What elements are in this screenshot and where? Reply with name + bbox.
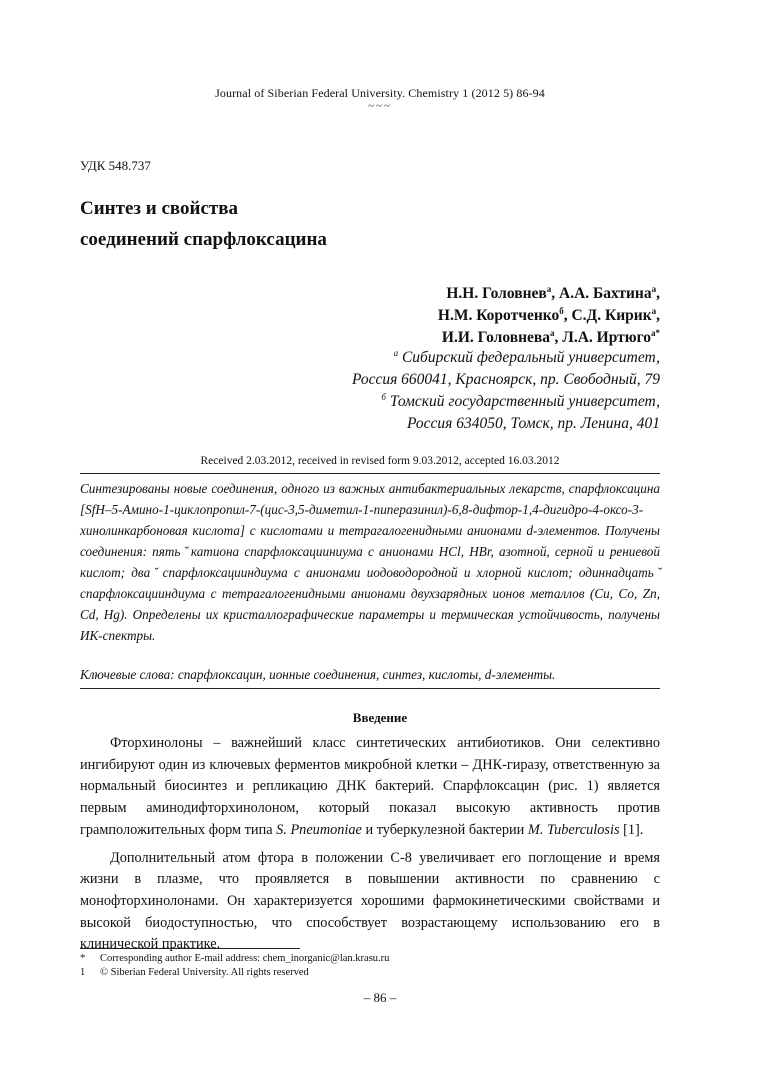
authors-line-1 xyxy=(438,283,660,305)
footnote-text: Corresponding author E-mail address: chem_inorganic@lan.krasu.ru xyxy=(100,953,390,964)
affiliation-mark: а xyxy=(393,347,399,358)
author-affil-mark: а xyxy=(546,283,552,294)
udk-code: УДК 548.737 xyxy=(80,158,151,173)
author-name: И.И. Головнева xyxy=(441,329,551,346)
paragraph-2: Дополнительный атом фтора в положении С-8 увеличивает его поглощение и время жизни в плазме, что проявляется в повышении активности по сравнению с монофторхинолонами. Он характеризуется хорошими фармокинетическими свойствами и высокой биодоступностью, что способствует возрастающему использованию его в клинической практике. xyxy=(80,849,660,953)
author-affil-mark: б xyxy=(559,305,564,316)
abstract-text: Синтезированы новые соединения, одного из важных антибактериальных лекарств, спарфлоксацина [SfH–5-Амино-1-циклопропил-7-(цис-3,5-диметил-1-пиперазинил)-6,8-дифтор-1,4-дигидро-4-оксо-3-хинолинкарбоновая кислота] с кислотами и тетрагалогенидными анионами d-элементов. Получены соединения: пять ̆ катиона спарфлоксацииниума с анионами HCl, HBr, азотной, серной и рениевой кислот; два ̆ спарфлоксацииндиума с анионами иодоводородной и хлорной кислот; одиннадцать ̆ спарфлоксацииндиума с тетрагалогенидными анионами двухзарядных ионов металлов (Cu, Co, Zn, Cd, Hg). Определены их кристаллографические параметры и термическая устойчивость, получены ИК-спектры. xyxy=(80,481,660,643)
affiliations-block xyxy=(352,347,660,435)
author-separator: , xyxy=(656,285,660,302)
authors-line-2 xyxy=(438,305,660,327)
author-separator: , xyxy=(656,307,660,324)
author-affil-mark: а* xyxy=(651,327,660,338)
section-heading: Введение xyxy=(352,710,408,725)
footnote-corresponding xyxy=(80,952,389,966)
author-affil-mark: а xyxy=(651,283,657,294)
affiliation-a-line-1 xyxy=(352,347,660,369)
abstract-top-rule xyxy=(80,473,660,474)
page-number: – 86 – xyxy=(363,990,397,1005)
footnote-rule xyxy=(80,948,300,949)
affiliation-mark: б xyxy=(381,391,386,402)
species-name: M. Tuberculosis xyxy=(527,821,620,838)
article-title xyxy=(80,193,327,255)
affiliation-b-line-2: Россия 634050, Томск, пр. Ленина, 401 xyxy=(407,415,660,432)
paragraph-text: [1]. xyxy=(619,821,644,838)
paragraph-1 xyxy=(80,733,660,842)
keywords: Ключевые слова: спарфлоксацин, ионные соединения, синтез, кислоты, d-элементы. xyxy=(80,667,556,682)
footnote-mark: 1 xyxy=(80,967,86,978)
paragraph-text: и туберкулезной бактерии xyxy=(361,821,528,838)
author-affil-mark: а xyxy=(651,305,657,316)
affiliation-text: Сибирский федеральный университет, xyxy=(398,349,660,366)
title-line-1: Синтез и свойства xyxy=(80,198,239,219)
paragraph-text: Фторхинолоны – важнейший класс синтетических антибиотиков. Они селективно ингибируют один из ключевых ферментов микробной клетки – ДНК-гиразу, ответственную за нормальный биосинтез и репликацию ДНК бактерий. Спарфлоксацин (рис. 1) является первым аминодифторхинолоном, который показал высокую активность против грамположительных форм типа xyxy=(80,735,660,838)
author-affil-mark: а xyxy=(550,327,555,338)
author-name: Н.Н. Головнев xyxy=(446,285,547,302)
title-line-2: соединений спарфлоксацина xyxy=(80,229,327,250)
footnote-mark: * xyxy=(80,953,86,964)
authors-line-3 xyxy=(438,327,660,349)
journal-header: Journal of Siberian Federal University. Chemistry 1 (2012 5) 86-94 xyxy=(215,86,545,100)
abstract-bottom-rule xyxy=(80,688,660,689)
received-dates: Received 2.03.2012, received in revised form 9.03.2012, accepted 16.03.2012 xyxy=(200,455,560,467)
footnote-copyright xyxy=(80,966,309,980)
author-name: , Л.А. Иртюго xyxy=(554,329,651,346)
species-name: S. Pneumoniae xyxy=(276,821,362,838)
affiliation-a-line-2: Россия 660041, Красноярск, пр. Свободный, 79 xyxy=(351,371,660,388)
footnote-text: © Siberian Federal University. All rights reserved xyxy=(100,967,309,978)
affiliation-b-line-1 xyxy=(352,391,660,413)
author-name: , А.А. Бахтина xyxy=(551,285,652,302)
body-text xyxy=(80,733,660,956)
author-name: , С.Д. Кирик xyxy=(563,307,652,324)
header-ornament: ~~~ xyxy=(368,100,392,112)
affiliation-text: Томский государственный университет, xyxy=(385,393,660,410)
authors-block xyxy=(438,283,660,349)
author-name: Н.М. Коротченко xyxy=(437,307,560,324)
